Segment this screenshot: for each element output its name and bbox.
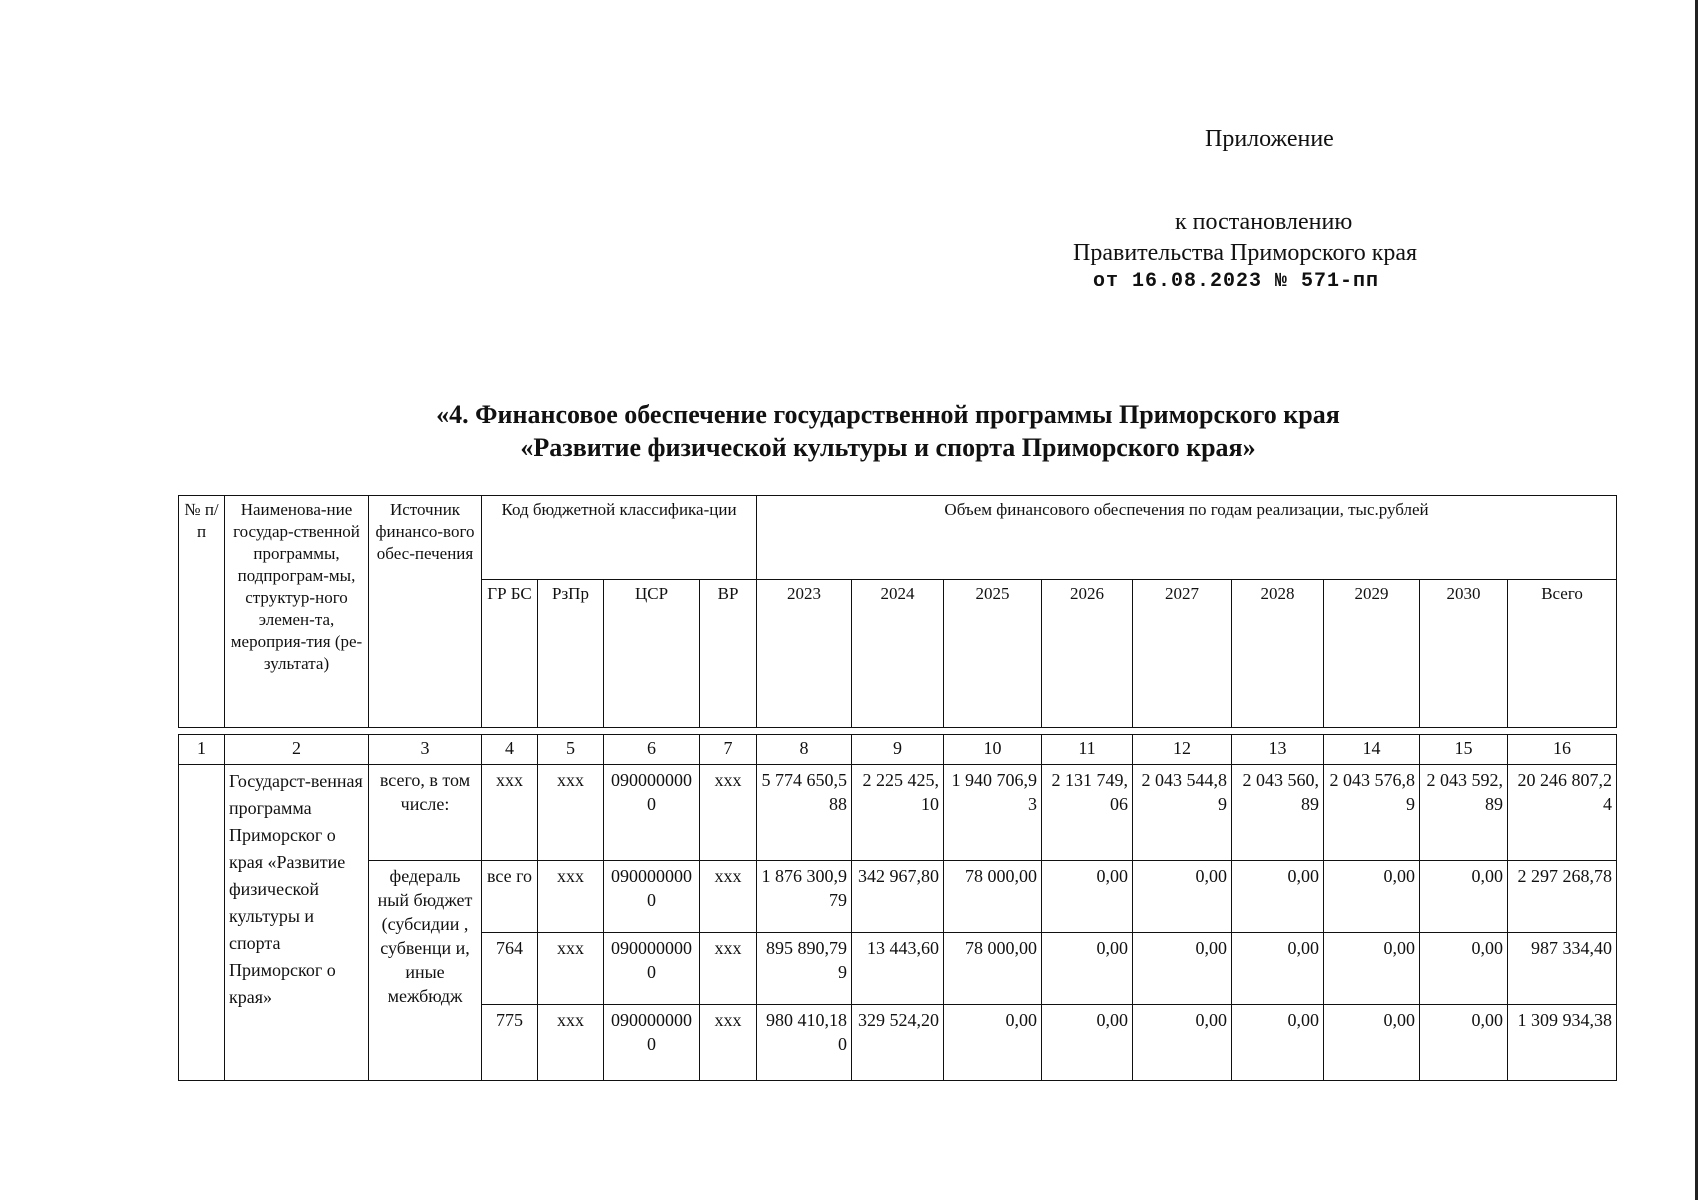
value-cell: 980 410,180 [757, 1005, 852, 1081]
value-cell: 0,00 [1133, 861, 1232, 933]
grbs-cell: ххх [482, 765, 538, 861]
header-year-2025: 2025 [944, 580, 1042, 728]
value-cell: 78 000,00 [944, 861, 1042, 933]
value-cell: 0,00 [1232, 933, 1324, 1005]
total-cell: 987 334,40 [1508, 933, 1617, 1005]
total-cell: 20 246 807,24 [1508, 765, 1617, 861]
value-cell: 2 043 544,89 [1133, 765, 1232, 861]
csr-cell: 0900000000 [604, 933, 700, 1005]
vr-cell: ххх [700, 933, 757, 1005]
value-cell: 0,00 [1042, 861, 1133, 933]
source-cell: федераль ный бюджет (субсидии , субвенци и, иные межбюдж [369, 861, 482, 1081]
program-name-cell: Государст-венная программа Приморског о края «Развитие физической культуры и спорта Приморског о края» [225, 765, 369, 1081]
value-cell: 0,00 [1420, 1005, 1508, 1081]
column-number-row [179, 735, 1617, 765]
column-number: 6 [604, 735, 700, 765]
document-title-line-2: «Развитие физической культуры и спорта Приморского края» [520, 433, 1256, 462]
value-cell: 2 043 560,89 [1232, 765, 1324, 861]
header-volume: Объем финансового обеспечения по годам реализации, тыс.рублей [757, 496, 1617, 580]
rzpr-cell: ххх [538, 933, 604, 1005]
value-cell: 342 967,80 [852, 861, 944, 933]
column-number: 2 [225, 735, 369, 765]
vr-cell: ххх [700, 861, 757, 933]
value-cell: 0,00 [1324, 933, 1420, 1005]
document-title-line-1: «4. Финансовое обеспечение государственной программы Приморского края [436, 400, 1340, 429]
vr-cell: ххх [700, 1005, 757, 1081]
column-number: 10 [944, 735, 1042, 765]
value-cell: 0,00 [1232, 861, 1324, 933]
csr-cell: 0900000000 [604, 1005, 700, 1081]
value-cell: 2 131 749,06 [1042, 765, 1133, 861]
value-cell: 329 524,20 [852, 1005, 944, 1081]
resolution-label: к постановлению [1175, 209, 1353, 235]
header-year-2030: 2030 [1420, 580, 1508, 728]
value-cell: 0,00 [1232, 1005, 1324, 1081]
column-number: 3 [369, 735, 482, 765]
column-number: 16 [1508, 735, 1617, 765]
value-cell: 78 000,00 [944, 933, 1042, 1005]
header-year-2028: 2028 [1232, 580, 1324, 728]
header-total: Всего [1508, 580, 1617, 728]
value-cell: 2 043 592,89 [1420, 765, 1508, 861]
grbs-cell: 775 [482, 1005, 538, 1081]
row-number-cell [179, 765, 225, 1081]
header-rzpr: РзПр [538, 580, 604, 728]
value-cell: 5 774 650,588 [757, 765, 852, 861]
header-year-2024: 2024 [852, 580, 944, 728]
column-number: 14 [1324, 735, 1420, 765]
column-number: 11 [1042, 735, 1133, 765]
column-number: 7 [700, 735, 757, 765]
value-cell: 0,00 [1042, 1005, 1133, 1081]
header-bk-code: Код бюджетной классифика-ции [482, 496, 757, 580]
value-cell: 0,00 [1133, 1005, 1232, 1081]
value-cell: 2 043 576,89 [1324, 765, 1420, 861]
value-cell: 0,00 [1420, 861, 1508, 933]
header-table [178, 495, 1617, 728]
column-number: 4 [482, 735, 538, 765]
header-name: Наименова-ние государ-ственной программы, подпрограм-мы, структур-ного элемен-та, мероприя-тия (ре-зультата) [225, 496, 369, 728]
header-vr: ВР [700, 580, 757, 728]
header-num: № п/п [179, 496, 225, 728]
header-year-2027: 2027 [1133, 580, 1232, 728]
value-cell: 0,00 [1420, 933, 1508, 1005]
header-source: Источник финансо-вого обес-печения [369, 496, 482, 728]
value-cell: 0,00 [1042, 933, 1133, 1005]
column-number: 1 [179, 735, 225, 765]
grbs-cell: 764 [482, 933, 538, 1005]
column-number: 5 [538, 735, 604, 765]
finance-table [178, 734, 1617, 1081]
table-row [179, 765, 1617, 861]
header-year-2026: 2026 [1042, 580, 1133, 728]
value-cell: 1 876 300,979 [757, 861, 852, 933]
column-number: 15 [1420, 735, 1508, 765]
value-cell: 13 443,60 [852, 933, 944, 1005]
value-cell: 1 940 706,93 [944, 765, 1042, 861]
appendix-label: Приложение [1205, 126, 1334, 152]
table-row [179, 861, 1617, 933]
rzpr-cell: ххх [538, 1005, 604, 1081]
column-number: 13 [1232, 735, 1324, 765]
value-cell: 2 225 425,10 [852, 765, 944, 861]
source-cell: всего, в том числе: [369, 765, 482, 861]
vr-cell: ххх [700, 765, 757, 861]
grbs-cell: все го [482, 861, 538, 933]
header-csr: ЦСР [604, 580, 700, 728]
csr-cell: 0900000000 [604, 861, 700, 933]
value-cell: 895 890,799 [757, 933, 852, 1005]
value-cell: 0,00 [944, 1005, 1042, 1081]
column-number: 8 [757, 735, 852, 765]
header-grbs: ГР БС [482, 580, 538, 728]
total-cell: 1 309 934,38 [1508, 1005, 1617, 1081]
column-number: 12 [1133, 735, 1232, 765]
value-cell: 0,00 [1324, 861, 1420, 933]
rzpr-cell: ххх [538, 765, 604, 861]
header-year-2023: 2023 [757, 580, 852, 728]
value-cell: 0,00 [1133, 933, 1232, 1005]
government-label: Правительства Приморского края [1073, 240, 1418, 266]
resolution-date: от 16.08.2023 № 571-пп [1093, 270, 1380, 293]
value-cell: 0,00 [1324, 1005, 1420, 1081]
csr-cell: 0900000000 [604, 765, 700, 861]
total-cell: 2 297 268,78 [1508, 861, 1617, 933]
column-number: 9 [852, 735, 944, 765]
rzpr-cell: ххх [538, 861, 604, 933]
header-year-2029: 2029 [1324, 580, 1420, 728]
